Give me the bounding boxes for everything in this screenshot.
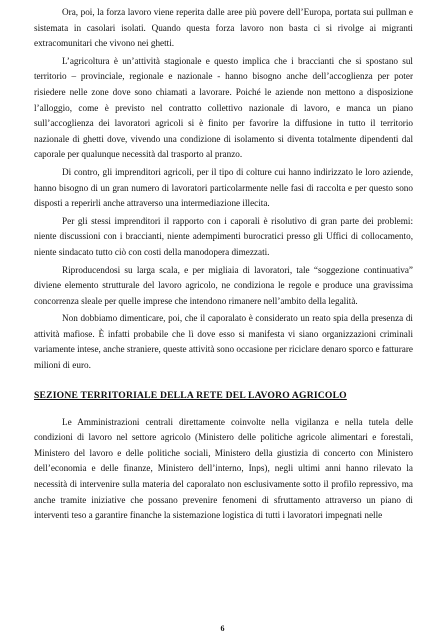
paragraph-5: Riproducendosi su larga scala, e per migliaia di lavoratori, tale “soggezione continuativa” diviene elemento strutturale del lavoro agricolo, ne condiziona le regole e produce una gravissima concorrenza sleale per quelle imprese che intendono rimanere nell’ambito della legalità. [34, 264, 413, 306]
paragraph-6: Non dobbiamo dimenticare, poi, che il caporalato è considerato un reato spia della presenza di attività mafiose. È infatti probabile che lì dove esso si manifesta vi siano organizzazioni criminali variamente intese, anche straniere, queste attività sono occasione per riciclare denaro sporco e fatturare milioni di euro. [34, 313, 413, 371]
document-page [34, 5, 413, 526]
page-number: 6 [220, 624, 225, 633]
paragraph-7: Le Amministrazioni centrali direttamente coinvolte nella vigilanza e nella tutela delle condizioni di lavoro nel settore agricolo (Ministero delle politiche agricole alimentari e forestali, Ministero del lavoro e delle politiche sociali, Ministero della giustizia di concerto con Ministero dell’economia e delle finanze, Ministero dell’interno, Inps), negli ultimi anni hanno rilevato la necessità di intervenire sulla materia del caporalato non esclusivamente sotto il profilo repressivo, ma anche tramite iniziative che possano prevenire fenomeni di sfruttamento attraverso un piano di interventi teso a garantire finanche la sistemazione logistica di tutti i lavoratori impegnati nelle [34, 416, 413, 521]
paragraph-4: Per gli stessi imprenditori il rapporto con i caporali è risolutivo di gran parte dei problemi: niente discussioni con i braccianti, niente adempimenti burocratici presso gli Uffici di collocamento, niente sindacato tutto ciò con costi della manodopera dimezzati. [34, 215, 413, 257]
paragraph-2: L’agricoltura è un’attività stagionale e questo implica che i braccianti che si spostano sul territorio – provinciale, regionale e nazionale - hanno bisogno anche dell’accoglienza per poter risiedere nelle zone dove sono chiamati a lavorare. Poiché le aziende non mettono a disposizione l’alloggio, come è previsto nel contratto collettivo nazionale di lavoro, e manca un piano sull’accoglienza dei lavoratori agricoli si è finito per favorire la diffusione in tutto il territorio nazionale di ghetti dove, vivendo una condizione di isolamento si diventa totalmente dipendenti dal caporale per qualunque necessità dal trasporto al pranzo. [34, 55, 413, 160]
section-heading: SEZIONE TERRITORIALE DELLA RETE DEL LAVORO AGRICOLO [34, 389, 347, 401]
paragraph-3: Di contro, gli imprenditori agricoli, per il tipo di colture cui hanno indirizzato le loro aziende, hanno bisogno di un gran numero di lavoratori particolarmente nelle fasi di raccolta e per questo sono disposti a reperirli anche attraverso una intermediazione illecita. [34, 166, 413, 209]
paragraph-1: Ora, poi, la forza lavoro viene reperita dalle aree più povere dell’Europa, portata sui pullman e sistemata in casolari isolati. Quando questa forza lavoro non basta ci si rivolge ai migranti extracomunitari che vivono nei ghetti. [34, 7, 413, 49]
